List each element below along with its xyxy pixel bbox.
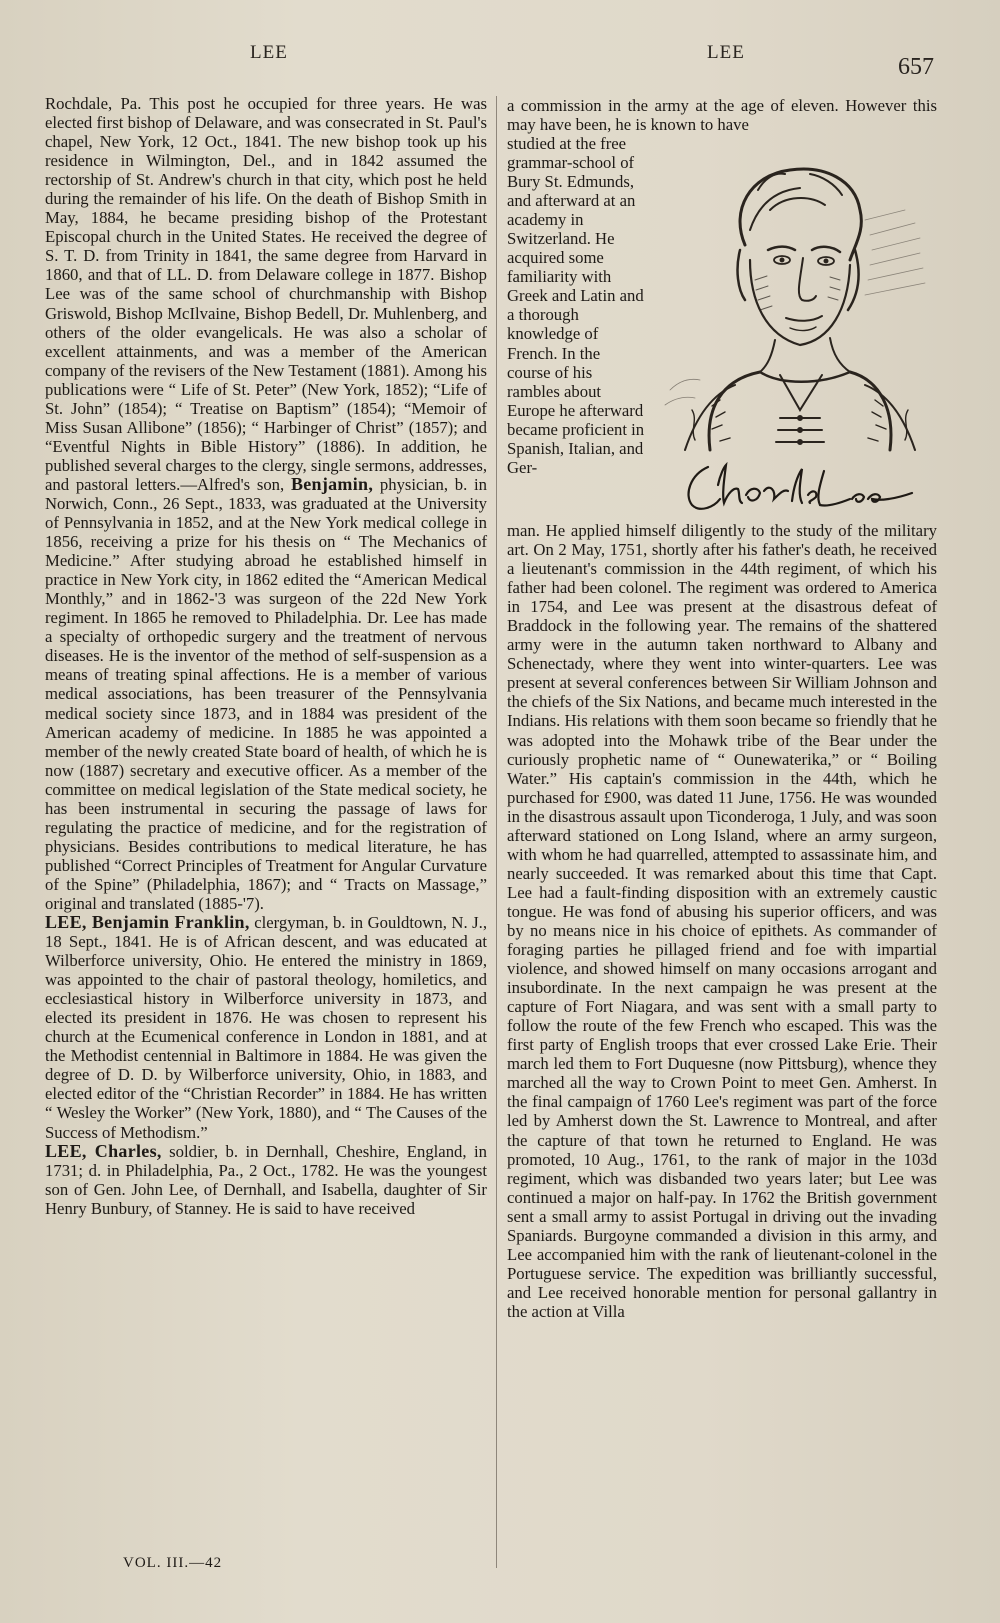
benjamin-headword: Benjamin, bbox=[290, 473, 374, 494]
entry-charles-lee: LEE, Charles, soldier, b. in Dernhall, Cheshire, England, in 1731; d. in Philadelphia, Pa., 2 Oct., 1782. He was the youngest son of Gen. John Lee, of Dernhall, and Isabella, daughter of Sir Henry Bunbury, of Stanney. He is said to have received bbox=[45, 1140, 487, 1218]
entry-benjamin-franklin-lee: LEE, Benjamin Franklin, clergyman, b. in Gouldtown, N. J., 18 Sept., 1841. He is of African descent, and was educated at Wilberforce university, Ohio. He entered the ministry in 1869, was appointed to the chair of pastoral theology, homiletics, and ecclesiastical history in Wilberforce university in 1873, and elected its president in 1876. He was chosen to represent his church at the Ecumenical conference in London in 1881, and at the Methodist centennial in Baltimore in 1884. He was given the degree of D. D. by Wilberforce university, Ohio, in 1883, and elected editor of the “Christian Recorder” in 1884. He has written “ Wesley the Worker” (New York, 1880), and “ The Causes of the Success of Methodism.” bbox=[45, 912, 487, 1142]
charles-lee-headword: LEE, Charles, bbox=[45, 1140, 162, 1161]
benjamin-franklin-headword: LEE, Benjamin Franklin, bbox=[45, 912, 250, 933]
running-head-right: LEE bbox=[707, 42, 745, 63]
column-divider bbox=[496, 96, 497, 1568]
bishop-lee-paragraph: Rochdale, Pa. This post he occupied for three years. He was elected first bishop of Delaware, and was consecrated in St. Paul's chapel, New York, 12 Oct., 1841. The new bishop took up his residence in Wilmington, Del., and in 1842 assumed the rectorship of St. Andrew's church in that city, which post he held during the remainder of his life. On the death of Bishop Smith in May, 1884, he became presiding bishop of the Protestant Episcopal church in the United States. He received the degree of S. T. D. from Trinity in 1841, the same degree from Harvard in 1860, and that of LL. D. from Delaware college in 1877. Bishop Lee was of the same school of churchmanship with Bishop Griswold, Bishop McIlvaine, Bishop Bedell, Dr. Muhlenberg, and others of the older evangelicals. He was also a scholar of excellent attainments, and was a member of the American company of the revisers of the New Testament (1881). Among his publications were “ Life of St. Peter” (New York, 1852); “Life of St. John” (1854); “ Treatise on Baptism” (1854); “Memoir of Miss Susan Allibone” (1856); “ Harbinger of Christ” (1857); and “Eventful Nights in Bible History” (1886). In addition, he published several charges to the clergy, single sermons, addresses, and pastoral letters.—Alfred's son, Benjamin, physician, b. in Norwich, Conn., 26 Sept., 1833, was graduated at the University of Pennsylvania in 1852, and at the New York medical college in 1856, receiving a prize for his thesis on “ The Mechanics of Medicine.” After studying abroad he established himself in practice in New York city, in 1862 edited the “American Medical Monthly,” and in 1862-'3 was surgeon of the 22d New York regiment. In 1865 he removed to Philadelphia. Dr. Lee has made a specialty of orthopedic surgery and the treatment of nervous diseases. He is the inventor of the method of self-suspension as a means of treating spinal affections. He is a member of various medical associations, has been treasurer of the Pennsylvania medical society since 1873, and in 1884 was president of the American academy of medicine. In 1885 he was appointed a member of the newly created State board of health, of which he is now (1887) secretary and executive officer. As a member of the committee on medical legislation of the State medical society, he has been instrumental in securing the passage of laws for regulating the practice of medicine, and for the registration of physicians. Besides contributions to medical literature, he has published “Correct Principles of Treatment for Angular Curvature of the Spine” (Philadelphia, 1867); and “ Tracts on Massage,” original and translated (1885-'7). bbox=[45, 94, 488, 913]
signature-charles-lee bbox=[680, 455, 920, 515]
right-column-continued: man. He applied himself diligently to the study of the military art. On 2 May, 1751, shortly after his father's death, he received a lieutenant's commission in the 44th regiment, of which his father had been colonel. The regiment was ordered to America in 1754, and Lee was present at the disastrous defeat of Braddock in the following year. The remains of the shattered army were in the autumn taken northward to Albany and Schenectady, where they went into winter-quarters. Lee was present at several conferences between Sir William Johnson and the chiefs of the Six Nations, and became much interested in the Indians. His relations with them soon became so friendly that he was adopted into the Mohawk tribe of the Bear under the curiously prophetic name of “ Ounewaterika,” or “ Boiling Water.” His captain's commission in the 44th, which he purchased for £900, was dated 11 June, 1756. He was wounded in the disastrous assault upon Ticonderoga, 1 July, and was soon afterward stationed on Long Island, where an army surgeon, with whom he had quarrelled, attempted to assassinate him, and nearly succeeded. It was remarked about this time that Capt. Lee had a fault-finding disposition with an extremely caustic tongue. He was fond of abusing his superior officers, and was by no means nice in his choice of epithets. As commander of foraging parties he pillaged friend and foe with impartial violence, and showed himself on many occasions arrogant and insubordinate. In the next campaign he was present at the capture of Fort Niagara, and was sent with a small party to follow the route of the few French who escaped. This was the first party of English troops that ever crossed Lake Erie. Their march led them to Fort Duquesne (now Pittsburg), whence they marched all the way to Crown Point to meet Gen. Amherst. In the final campaign of 1760 Lee's regiment was part of the force led by Amherst down the St. Lawrence to Montreal, and after the capture of that town he returned to England. He was promoted, 10 Aug., 1761, to the rank of major in the 103d regiment, which was disbanded two years later; but Lee was continued a major on half-pay. In 1762 the British government sent a small army to assist Portugal in driving out the invading Spaniards. Burgoyne commanded a division in this army, and Lee accompanied him with the rank of lieutenant-colonel in the Portuguese service. The expedition was brilliantly successful, and Lee received honorable mention for personal gallantry in the action at Villa bbox=[507, 521, 937, 1321]
right-column-top: a commission in the army at the age of eleven. However this may have been, he is known to have bbox=[507, 96, 937, 135]
page-number: 657 bbox=[898, 54, 934, 80]
right-column-wrap-text: studied at the free grammar-school of Bury St. Edmunds, and afterward at an academy in Switzerland. He acquired some familiarity with Greek and Latin and a thorough knowledge of French. In the course of his rambles about Europe he afterward became proficient in Spanish, Italian, and Ger- bbox=[507, 134, 645, 477]
running-head-left: LEE bbox=[250, 42, 288, 63]
left-column bbox=[45, 94, 487, 1218]
portrait-engraving-charles-lee bbox=[650, 150, 940, 460]
footer-volume: VOL. III.—42 bbox=[123, 1555, 223, 1571]
svg-text:Charles Lee: Charles Lee bbox=[680, 455, 687, 456]
